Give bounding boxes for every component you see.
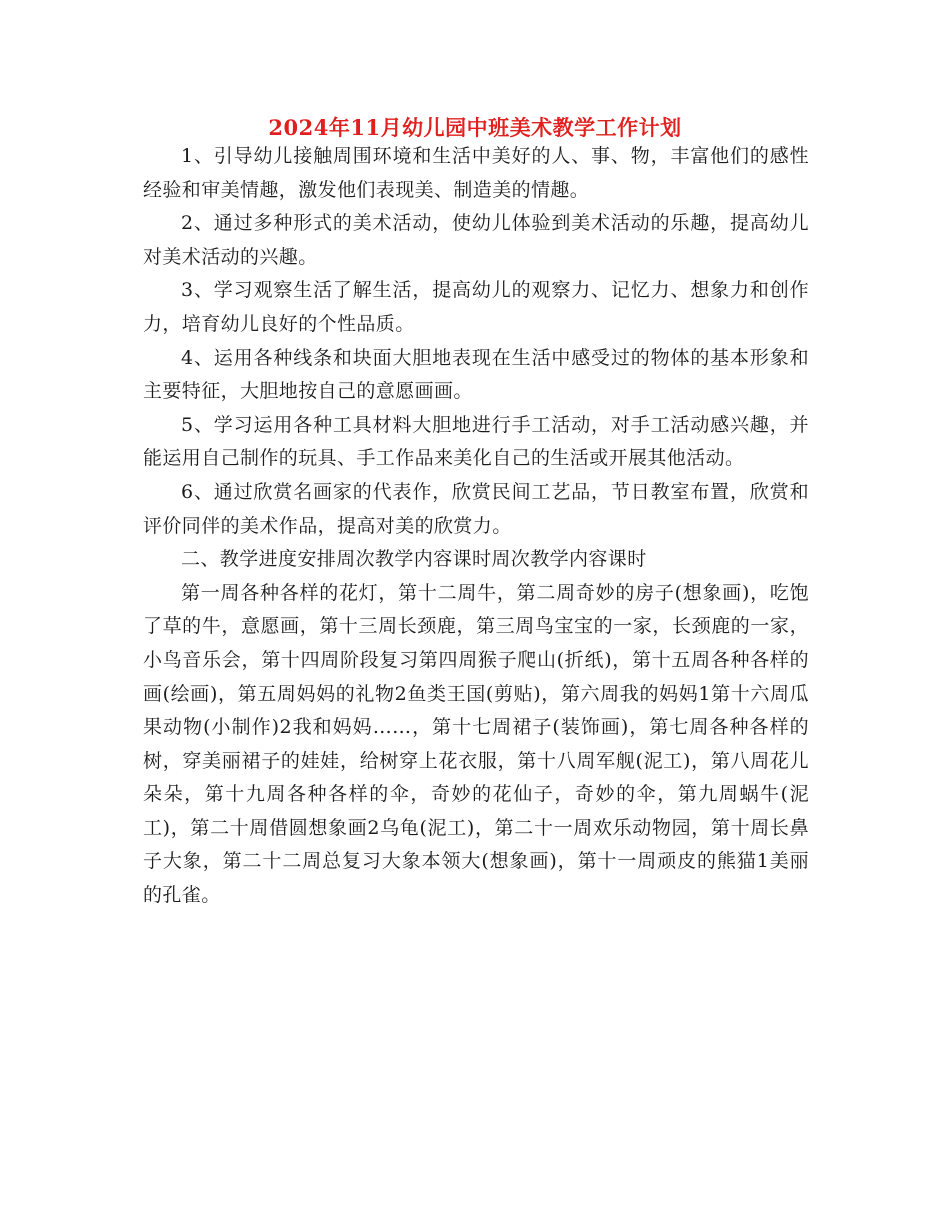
paragraph-6: 6、通过欣赏名画家的代表作，欣赏民间工艺品，节日教室布置，欣赏和评价同伴的美术作品，提高对美的欣赏力。 (143, 480, 809, 537)
paragraph-2: 2、通过多种形式的美术活动，使幼儿体验到美术活动的乐趣，提高幼儿对美术活动的兴趣。 (143, 212, 809, 268)
document-body (143, 140, 809, 913)
document-title: 2024年11月幼儿园中班美术教学工作计划 (268, 115, 682, 140)
paragraph-3: 3、学习观察生活了解生活，提高幼儿的观察力、记忆力、想象力和创作力，培育幼儿良好的个性品质。 (143, 279, 809, 335)
paragraph-1: 1、引导幼儿接触周围环境和生活中美好的人、事、物，丰富他们的感性经验和审美情趣，激发他们表现美、制造美的情趣。 (143, 145, 809, 201)
paragraph-4: 4、运用各种线条和块面大胆地表现在生活中感受过的物体的基本形象和主要特征，大胆地按自己的意愿画画。 (143, 346, 809, 403)
paragraph-5: 5、学习运用各种工具材料大胆地进行手工活动，对手工活动感兴趣，并能运用自己制作的玩具、手工作品来美化自己的生活或开展其他活动。 (143, 413, 809, 470)
paragraph-schedule: 第一周各种各样的花灯，第十二周牛，第二周奇妙的房子(想象画)，吃饱了草的牛，意愿画，第十三周长颈鹿，第三周鸟宝宝的一家，长颈鹿的一家，小鸟音乐会，第十四周阶段复习第四周猴子爬山(折纸)，第十五周各种各样的画(绘画)，第五周妈妈的礼物2鱼类王国(剪贴)，第六周我的妈妈1第十六周瓜果动物(小制作)2我和妈妈……，第十七周裙子(装饰画)，第七周各种各样的树，穿美丽裙子的娃娃，给树穿上花衣服，第十八周军舰(泥工)，第八周花儿朵朵，第十九周各种各样的伞，奇妙的花仙子，奇妙的伞，第九周蜗牛(泥工)，第二十周借圆想象画2乌龟(泥工)，第二十一周欢乐动物园，第十周长鼻子大象，第二十二周总复习大象本领大(想象画)，第十一周顽皮的熊猫1美丽的孔雀。 (143, 581, 809, 907)
section-heading-schedule: 二、教学进度安排周次教学内容课时周次教学内容课时 (181, 548, 647, 571)
